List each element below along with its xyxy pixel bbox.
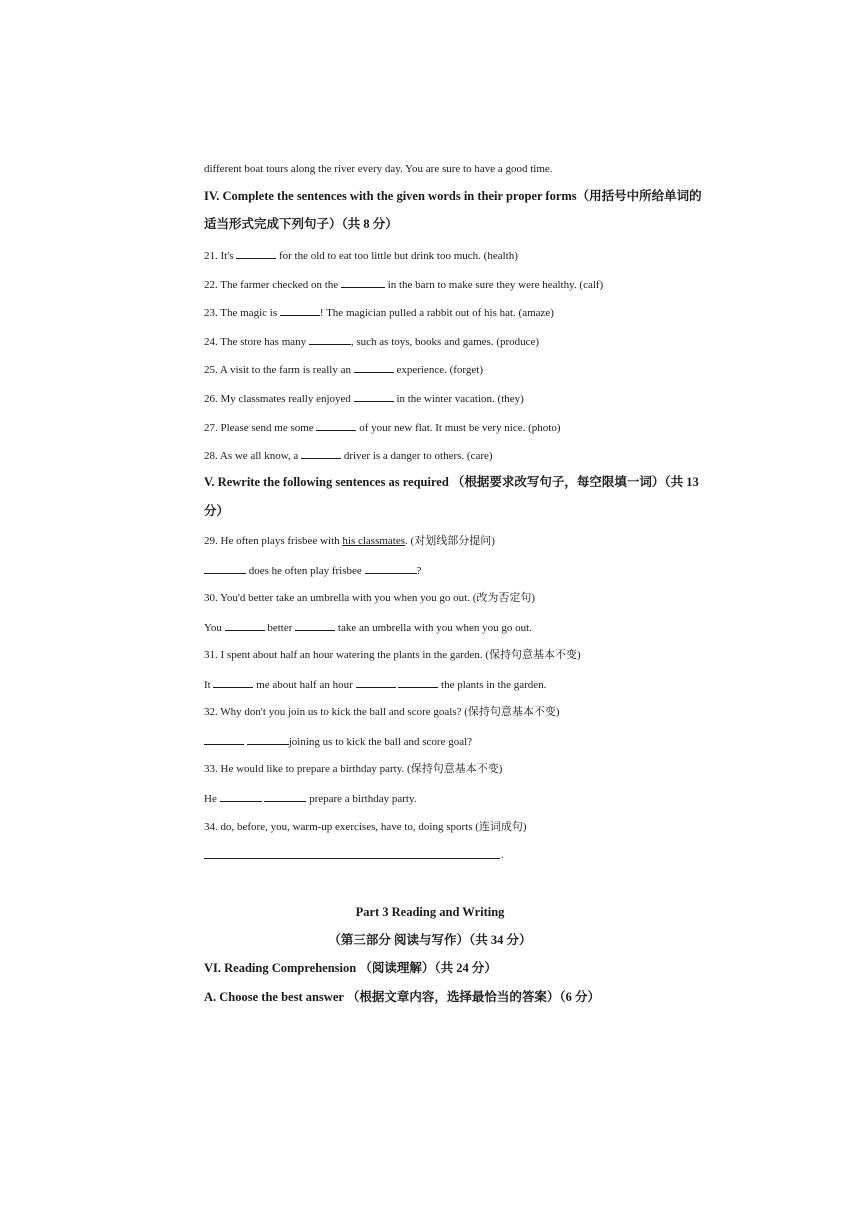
- question-text: for the old to eat too little but drink too much. (health): [278, 250, 518, 262]
- answer-blank[interactable]: [354, 391, 394, 402]
- section-5-heading-line1: V. Rewrite the following sentences as required （根据要求改写句子，每空限填一词）（共 13: [204, 475, 699, 489]
- answer-blank[interactable]: [264, 791, 306, 802]
- answer-32: [204, 734, 472, 749]
- question-text: 27. Please send me some: [204, 422, 314, 434]
- question-text: driver is a danger to others. (care): [343, 450, 493, 462]
- answer-blank[interactable]: [225, 620, 265, 631]
- section-4-heading-line2: 适当形式完成下列句子）（共 8 分）: [204, 217, 398, 231]
- answer-text: joining us to kick the ball and score goal?: [288, 736, 473, 748]
- answer-blank[interactable]: [356, 677, 396, 688]
- question-text: 23. The magic is: [204, 307, 278, 319]
- question-text: 28. As we all know, a: [204, 450, 299, 462]
- answer-text: take an umbrella with you when you go out.: [337, 622, 532, 634]
- answer-blank[interactable]: [398, 677, 438, 688]
- passage-continuation: different boat tours along the river every day. You are sure to have a good time.: [204, 163, 553, 175]
- question-text: of your new flat. It must be very nice. (photo): [359, 422, 561, 434]
- answer-blank[interactable]: [341, 277, 385, 288]
- question-text: 24. The store has many: [204, 336, 307, 348]
- answer-29: [204, 563, 421, 578]
- answer-34-period: .: [501, 849, 504, 861]
- question-33: 33. He would like to prepare a birthday party. (保持句意基本不变): [204, 763, 503, 775]
- question-text: in the winter vacation. (they): [396, 393, 524, 405]
- answer-blank[interactable]: [354, 362, 394, 373]
- answer-blank[interactable]: [316, 420, 356, 431]
- answer-text: He: [204, 793, 217, 805]
- question-30: 30. You'd better take an umbrella with you when you go out. (改为否定句): [204, 592, 536, 604]
- section-6-subheading-a: A. Choose the best answer （根据文章内容，选择最恰当的答案）（6 分）: [204, 990, 600, 1004]
- question-text: in the barn to make sure they were healthy. (calf): [387, 279, 604, 291]
- answer-31: [204, 677, 546, 692]
- answer-blank[interactable]: [204, 563, 246, 574]
- answer-blank[interactable]: [236, 248, 276, 259]
- answer-blank[interactable]: [280, 305, 320, 316]
- question-23: [204, 305, 554, 320]
- answer-blank[interactable]: [220, 791, 262, 802]
- question-26: [204, 391, 524, 406]
- answer-blank[interactable]: [295, 620, 335, 631]
- question-21: [204, 248, 518, 263]
- answer-text: me about half an hour: [256, 679, 353, 691]
- answer-blank[interactable]: [213, 677, 253, 688]
- answer-34-line[interactable]: [204, 858, 500, 859]
- section-4-heading-line1: IV. Complete the sentences with the given words in their proper forms（用括号中所给单词的: [204, 189, 702, 203]
- question-22: [204, 277, 603, 292]
- question-31: 31. I spent about half an hour watering the plants in the garden. (保持句意基本不变): [204, 649, 581, 661]
- section-6-heading: VI. Reading Comprehension （阅读理解）（共 24 分）: [204, 961, 497, 975]
- part-3-subtitle: （第三部分 阅读与写作）（共 34 分）: [328, 933, 532, 947]
- question-text: 22. The farmer checked on the: [204, 279, 339, 291]
- question-28: [204, 448, 493, 463]
- answer-text: does he often play frisbee: [248, 565, 362, 577]
- answer-text: the plants in the garden.: [441, 679, 547, 691]
- question-text: experience. (forget): [396, 364, 483, 376]
- question-text: 26. My classmates really enjoyed: [204, 393, 351, 405]
- question-text: . (对划线部分提问): [405, 535, 495, 547]
- answer-text: You: [204, 622, 222, 634]
- question-32: 32. Why don't you join us to kick the ball and score goals? (保持句意基本不变): [204, 706, 560, 718]
- answer-30: [204, 620, 532, 635]
- question-text: , such as toys, books and games. (produce): [350, 336, 540, 348]
- question-34: 34. do, before, you, warm-up exercises, have to, doing sports (连词成句): [204, 821, 527, 833]
- question-text: ! The magician pulled a rabbit out of his hat. (amaze): [319, 307, 554, 319]
- answer-blank[interactable]: [247, 734, 289, 745]
- question-27: [204, 420, 561, 435]
- question-text: 25. A visit to the farm is really an: [204, 364, 351, 376]
- question-text: 21. It's: [204, 250, 234, 262]
- answer-33: [204, 791, 416, 806]
- answer-blank[interactable]: [301, 448, 341, 459]
- underlined-phrase: his classmates: [342, 535, 406, 547]
- answer-blank[interactable]: [365, 563, 417, 574]
- question-24: [204, 334, 539, 349]
- answer-text: It: [204, 679, 211, 691]
- answer-text: ?: [416, 565, 422, 577]
- part-3-title: Part 3 Reading and Writing: [355, 905, 505, 919]
- answer-blank[interactable]: [309, 334, 351, 345]
- answer-text: prepare a birthday party.: [309, 793, 417, 805]
- section-5-heading-line2: 分）: [204, 504, 230, 518]
- answer-blank[interactable]: [204, 734, 244, 745]
- question-25: [204, 362, 483, 377]
- answer-text: better: [267, 622, 293, 634]
- question-text: 29. He often plays frisbee with: [204, 535, 340, 547]
- question-29: [204, 534, 495, 548]
